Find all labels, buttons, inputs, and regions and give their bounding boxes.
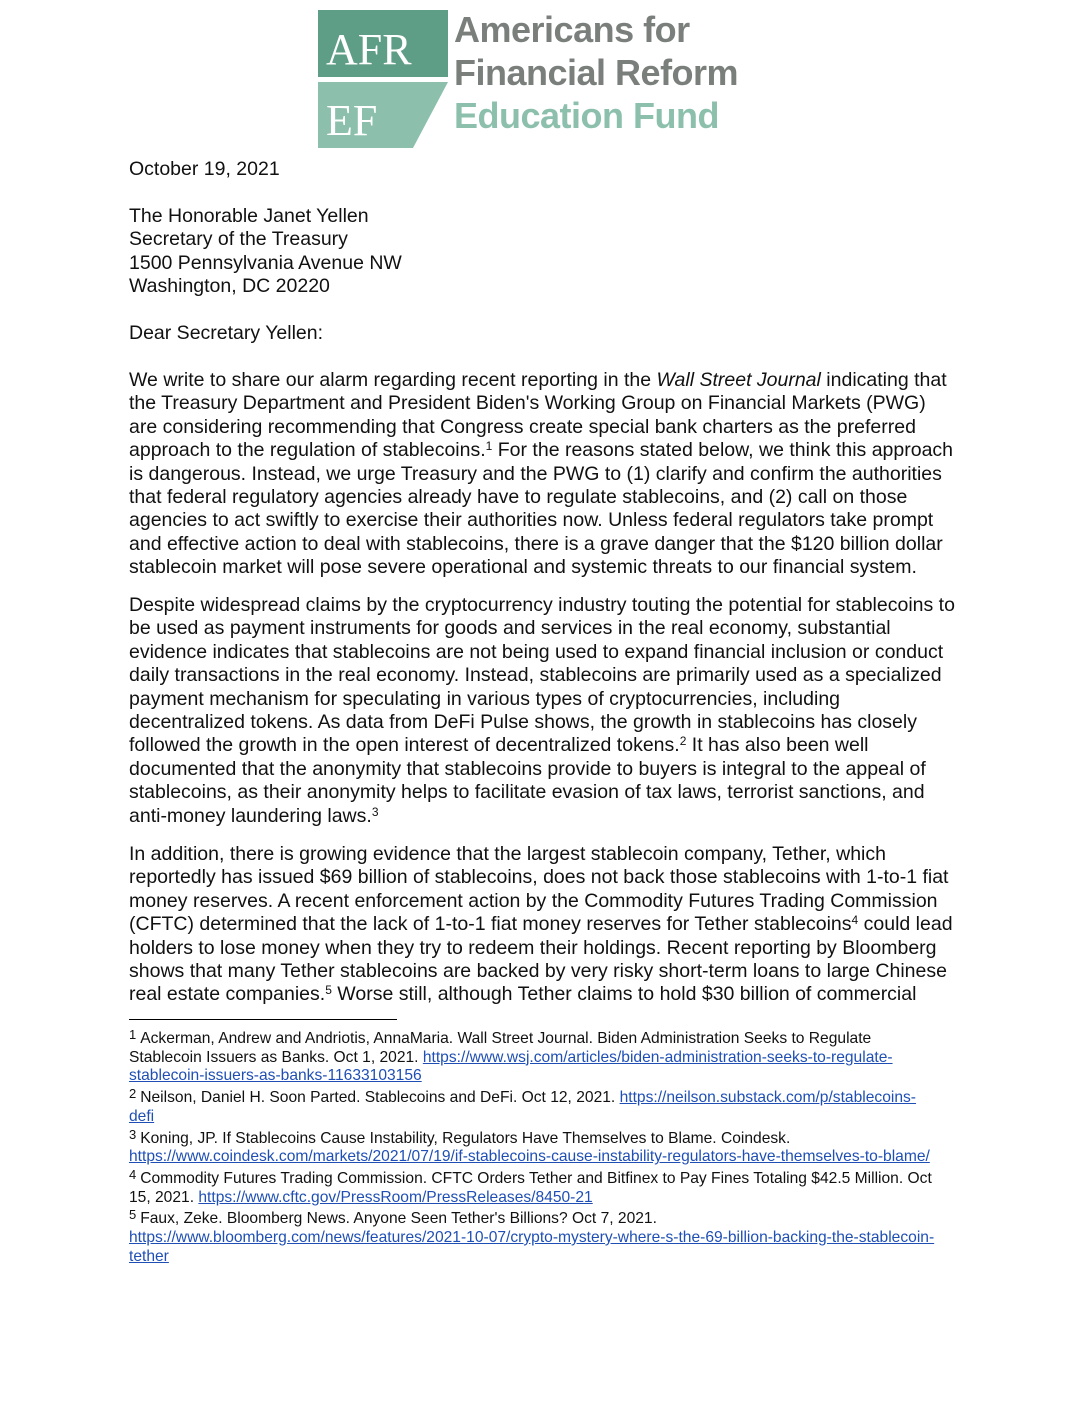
address-line: Secretary of the Treasury xyxy=(129,228,348,251)
text-run: approach to the regulation of stablecoins. xyxy=(129,439,486,462)
paragraph-line xyxy=(129,983,969,1006)
footnote-line xyxy=(129,1189,969,1208)
paragraph-line: and effective action to deal with stablecoins, there is a grave danger that the $120 billion dollar xyxy=(129,532,943,555)
footnote-text: 15, 2021. xyxy=(129,1188,199,1206)
footnote-text: Koning, JP. If Stablecoins Cause Instability, Regulators Have Themselves to Blame. Coindesk. xyxy=(140,1129,791,1147)
text-run: followed the growth in the open interest of decentralized tokens. xyxy=(129,734,680,757)
paragraph-line xyxy=(129,734,969,757)
organization-name xyxy=(454,8,738,137)
text-run: indicating that xyxy=(820,369,947,391)
text-run: We write to share our alarm regarding recent reporting in the xyxy=(129,369,657,391)
paragraph-line xyxy=(129,913,969,936)
footnote-line xyxy=(129,1049,969,1068)
footnote-link[interactable]: https://www.coindesk.com/markets/2021/07/19/if-stablecoins-cause-instability-regulators-have-themselves-to-blame/ xyxy=(129,1148,930,1166)
footnote-text: Faux, Zeke. Bloomberg News. Anyone Seen Tether's Billions? Oct 7, 2021. xyxy=(140,1210,657,1228)
footnote-line xyxy=(129,1207,969,1229)
text-run: Worse still, although Tether claims to hold $30 billion of commercial xyxy=(331,983,917,1006)
footnote-2 xyxy=(129,1086,969,1126)
paragraph-line: reportedly has issued $69 billion of stablecoins, does not back those stablecoins with 1-to-1 fiat xyxy=(129,866,949,889)
footnote-ref[interactable]: 1 xyxy=(485,439,493,454)
footnote-text: Stablecoin Issuers as Banks. Oct 1, 2021. xyxy=(129,1048,423,1066)
logo-line-3: Education Fund xyxy=(454,95,719,136)
paragraph-line: holders to lose money when they try to redeem their holdings. Recent reporting by Bloomberg xyxy=(129,936,937,959)
footnote-5 xyxy=(129,1207,969,1266)
paragraph-line: In addition, there is growing evidence that the largest stablecoin company, Tether, which xyxy=(129,843,886,865)
paragraph-line: is dangerous. Instead, we urge Treasury and the PWG to (1) clarify and confirm the authorities xyxy=(129,462,942,485)
text-run: could lead xyxy=(858,913,953,936)
footnote-line xyxy=(129,1067,969,1086)
footnote-line xyxy=(129,1248,969,1267)
footnote-4 xyxy=(129,1166,969,1207)
body-paragraph-3 xyxy=(129,843,969,1007)
letter-date: October 19, 2021 xyxy=(129,158,280,180)
paragraph-line: stablecoins, as their anonymity helps to facilitate evasion of tax laws, terrorist sanctions, and xyxy=(129,781,925,804)
logo-letters-afr: AFR xyxy=(326,25,412,74)
paragraph-line xyxy=(129,369,969,392)
footnote-line xyxy=(129,1148,969,1167)
footnote-text: Ackerman, Andrew and Andriotis, AnnaMaria. Wall Street Journal. Biden Administration Seeks to Regulate xyxy=(140,1030,872,1047)
footnote-link[interactable]: https://www.bloomberg.com/news/features/2021-10-07/crypto-mystery-where-s-the-69-billion-backing-the-stablecoin- xyxy=(129,1229,935,1247)
footnote-line xyxy=(129,1166,969,1189)
paragraph-line: documented that the anonymity that stablecoins provide to buyers is integral to the appeal of xyxy=(129,757,926,780)
footnote-line xyxy=(129,1126,969,1149)
footnote-number: 1 xyxy=(129,1027,137,1042)
footnote-link[interactable]: tether xyxy=(129,1247,169,1265)
logo-letters-ef: EF xyxy=(326,96,378,145)
footnote-ref[interactable]: 5 xyxy=(325,983,332,998)
paragraph-line: evidence indicates that stablecoins are not being used to expand financial inclusion or conduct xyxy=(129,640,944,663)
footnote-ref[interactable]: 2 xyxy=(679,734,687,749)
text-run: real estate companies. xyxy=(129,983,326,1006)
publication-title: Wall Street Journal xyxy=(656,369,821,391)
footnote-line xyxy=(129,1229,969,1248)
footnote-number: 2 xyxy=(129,1086,137,1102)
text-run: anti-money laundering laws. xyxy=(129,804,372,827)
footnote-number: 3 xyxy=(129,1126,137,1142)
footnote-link[interactable]: https://neilson.substack.com/p/stablecoins- xyxy=(619,1089,917,1107)
footnote-link[interactable]: https://www.cftc.gov/PressRoom/PressReleases/8450-21 xyxy=(198,1188,593,1206)
address-line: The Honorable Janet Yellen xyxy=(129,205,369,227)
logo-line-1: Americans for xyxy=(454,9,690,50)
body-paragraph-2 xyxy=(129,594,969,828)
footnote-ref[interactable]: 3 xyxy=(371,804,379,819)
address-line: 1500 Pennsylvania Avenue NW xyxy=(129,251,402,274)
paragraph-line: agencies to act swiftly to exercise their authorities now. Unless federal regulators take prompt xyxy=(129,509,934,532)
paragraph-line: decentralized tokens. As data from DeFi Pulse shows, the growth in stablecoins has closely xyxy=(129,711,917,734)
footnote-number: 5 xyxy=(129,1207,137,1223)
footnote-line xyxy=(129,1027,969,1049)
footnote-text: Commodity Futures Trading Commission. CFTC Orders Tether and Bitfinex to Pay Fines Totaling $42.5 Million. Oct xyxy=(140,1169,932,1187)
text-run: For the reasons stated below, we think this approach xyxy=(492,439,954,462)
logo-line-2: Financial Reform xyxy=(454,52,739,93)
footnote-link[interactable]: defi xyxy=(129,1107,155,1125)
footnote-link[interactable]: stablecoin-issuers-as-banks-11633103156 xyxy=(129,1067,422,1085)
recipient-address xyxy=(129,205,969,299)
paragraph-line: be used as payment instruments for goods and services in the real economy, substantial xyxy=(129,617,891,640)
footnote-separator xyxy=(129,1019,397,1020)
footnote-line xyxy=(129,1108,969,1127)
paragraph-line: stablecoin market will pose severe operational and systemic threats to our financial system. xyxy=(129,556,917,579)
text-run: (CFTC) determined that the lack of 1-to-1 fiat money reserves for Tether stablecoins xyxy=(129,913,852,936)
paragraph-line: shows that many Tether stablecoins are backed by very risky short-term loans to large Chinese xyxy=(129,960,947,983)
paragraph-line: that federal regulatory agencies already have to regulate stablecoins, and (2) call on those xyxy=(129,486,908,509)
footnote-3 xyxy=(129,1126,969,1167)
afref-logo-mark xyxy=(318,10,448,148)
paragraph-line: money reserves. A recent enforcement action by the Commodity Futures Trading Commission xyxy=(129,889,938,912)
paragraph-line: the Treasury Department and President Biden's Working Group on Financial Markets (PWG) xyxy=(129,392,926,415)
paragraph-line: payment mechanism for speculating in various types of cryptocurrencies, including xyxy=(129,687,841,710)
paragraph-line: daily transactions in the real economy. Instead, stablecoins are primarily used as a specialized xyxy=(129,664,942,687)
paragraph-line xyxy=(129,805,969,828)
footnote-1 xyxy=(129,1027,969,1086)
paragraph-line xyxy=(129,439,969,462)
body-paragraph-1 xyxy=(129,369,969,580)
paragraph-line: Despite widespread claims by the cryptocurrency industry touting the potential for stablecoins to xyxy=(129,594,955,616)
footnote-number: 4 xyxy=(129,1166,137,1182)
address-line: Washington, DC 20220 xyxy=(129,275,330,298)
footnote-ref[interactable]: 4 xyxy=(851,913,859,928)
text-run: It has also been well xyxy=(686,734,869,757)
footnote-text: Neilson, Daniel H. Soon Parted. Stablecoins and DeFi. Oct 12, 2021. xyxy=(140,1089,620,1107)
footnote-line xyxy=(129,1086,969,1108)
footnote-link[interactable]: https://www.wsj.com/articles/biden-administration-seeks-to-regulate- xyxy=(422,1048,893,1066)
footnotes xyxy=(129,1027,969,1269)
salutation: Dear Secretary Yellen: xyxy=(129,322,324,344)
paragraph-line: are considering recommending that Congress create special bank charters as the preferred xyxy=(129,415,916,438)
